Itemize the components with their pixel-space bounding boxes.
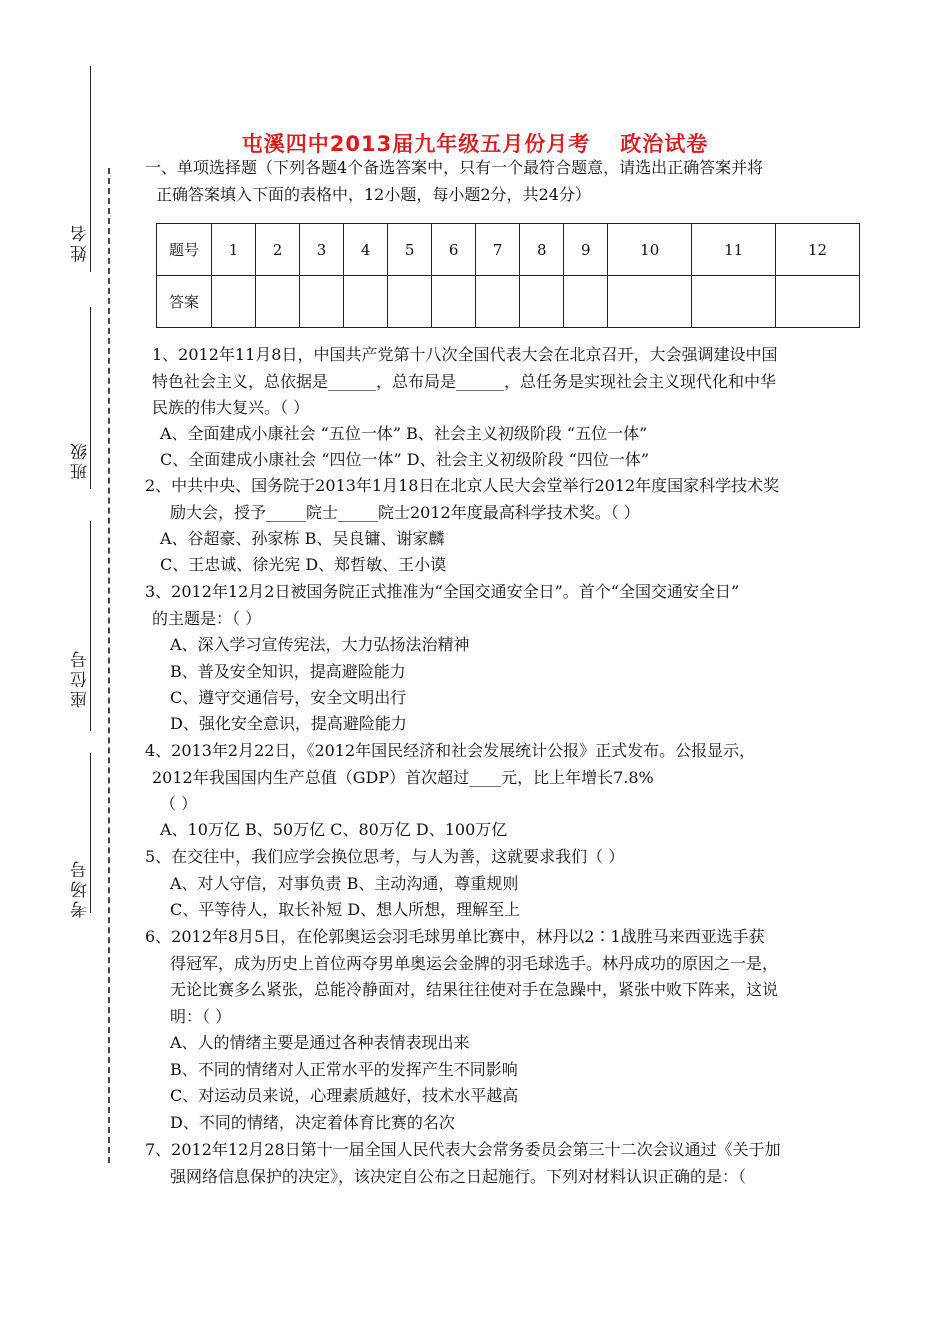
table-cell: 9 bbox=[564, 224, 608, 276]
q3-option-d: D、强化安全意识，提高避险能力 bbox=[170, 714, 407, 733]
table-cell: 8 bbox=[520, 224, 564, 276]
q4-options: A、10万亿 B、50万亿 C、80万亿 D、100万亿 bbox=[160, 820, 508, 839]
answer-cell[interactable] bbox=[388, 276, 432, 328]
table-cell: 10 bbox=[608, 224, 692, 276]
title-subject: 政治试卷 bbox=[620, 132, 709, 156]
q1-stem-cont: 特色社会主义，总依据是______，总布局是______，总任务是实现社会主义现代化和中华 bbox=[152, 372, 777, 391]
table-cell: 5 bbox=[388, 224, 432, 276]
q2-stem-cont: 励大会，授予_____院士_____院士2012年度最高科学技术奖。（ ） bbox=[170, 503, 640, 522]
q2-options-cd: C、王忠诚、徐光宪 D、郑哲敏、王小谟 bbox=[160, 555, 447, 574]
q6-option-b: B、不同的情绪对人正常水平的发挥产生不同影响 bbox=[170, 1060, 518, 1079]
q2-options-ab: A、谷超豪、孙家栋 B、吴良镛、谢家麟 bbox=[160, 529, 445, 548]
q6-stem-cont: 得冠军，成为历史上首位两夺男单奥运会金牌的羽毛球选手。林丹成功的原因之一是， bbox=[170, 954, 779, 973]
q6-stem: 6、2012年8月5日，在伦郭奥运会羽毛球男单比赛中，林丹以2∶1战胜马来西亚选手获 bbox=[145, 927, 765, 946]
table-cell: 3 bbox=[300, 224, 344, 276]
answer-cell[interactable] bbox=[432, 276, 476, 328]
binding-margin bbox=[0, 0, 120, 1317]
q3-option-a: A、深入学习宣传宪法，大力弘扬法治精神 bbox=[170, 635, 470, 654]
q6-stem-cont: 明：（ ） bbox=[170, 1007, 232, 1026]
section-heading: 一、单项选择题（下列各题4个备选答案中，只有一个最符合题意，请选出正确答案并将 bbox=[145, 158, 764, 177]
cut-line bbox=[108, 168, 110, 1163]
q6-option-a: A、人的情绪主要是通过各种表情表现出来 bbox=[170, 1033, 470, 1052]
table-cell: 2 bbox=[256, 224, 300, 276]
q4-stem-cont: 2012年我国国内生产总值（GDP）首次超过____元，比上年增长7.8% bbox=[152, 768, 654, 787]
table-cell: 1 bbox=[212, 224, 256, 276]
title-main: 屯溪四中2013届九年级五月份月考 bbox=[241, 132, 591, 156]
q7-stem: 7、2012年12月28日第十一届全国人民代表大会常务委员会第三十二次会议通过《关于加 bbox=[145, 1140, 781, 1159]
name-label: 姓名 bbox=[71, 222, 91, 262]
q7-stem-cont: 强网络信息保护的决定》，该决定自公布之日起施行。下列对材料认识正确的是：（ bbox=[170, 1167, 747, 1186]
q1-stem-cont: 民族的伟大复兴。（ ） bbox=[152, 398, 310, 417]
answer-cell[interactable] bbox=[256, 276, 300, 328]
section-heading-cont: 正确答案填入下面的表格中，12小题，每小题2分，共24分） bbox=[156, 185, 591, 204]
q6-stem-cont: 无论比赛多么紧张，总能冷静面对，结果往往使对手在急躁中，紧张中败下阵来，这说 bbox=[170, 980, 779, 999]
seat-label: 座位号 bbox=[71, 648, 91, 708]
q3-stem-cont: 的主题是：（ ） bbox=[152, 609, 262, 628]
q6-option-c: C、对运动员来说，心理素质越好，技术水平越高 bbox=[170, 1086, 519, 1105]
q3-option-c: C、遵守交通信号，安全文明出行 bbox=[170, 688, 407, 707]
table-cell: 7 bbox=[476, 224, 520, 276]
page-title bbox=[0, 128, 950, 158]
q3-option-b: B、普及安全知识，提高避险能力 bbox=[170, 662, 406, 681]
answer-cell[interactable] bbox=[564, 276, 608, 328]
q2-stem: 2、中共中央、国务院于2013年1月18日在北京人民大会堂举行2012年度国家科学技术奖 bbox=[145, 476, 780, 495]
answer-cell[interactable] bbox=[776, 276, 860, 328]
q1-stem: 1、2012年11月8日，中国共产党第十八次全国代表大会在北京召开，大会强调建设中国 bbox=[152, 345, 778, 364]
answer-cell[interactable] bbox=[344, 276, 388, 328]
table-cell: 6 bbox=[432, 224, 476, 276]
answer-cell[interactable] bbox=[300, 276, 344, 328]
q5-stem: 5、在交往中，我们应学会换位思考，与人为善，这就要求我们（ ） bbox=[145, 847, 625, 866]
answer-cell[interactable] bbox=[608, 276, 692, 328]
table-row bbox=[157, 276, 860, 328]
table-cell: 11 bbox=[692, 224, 776, 276]
q1-options-ab: A、全面建成小康社会 “五位一体” B、社会主义初级阶段 “五位一体” bbox=[160, 424, 648, 443]
table-row bbox=[157, 224, 860, 276]
table-header-question-no: 题号 bbox=[157, 224, 212, 276]
table-cell: 4 bbox=[344, 224, 388, 276]
exam-room-label: 考场号 bbox=[71, 858, 91, 918]
answer-cell[interactable] bbox=[212, 276, 256, 328]
table-header-answer: 答案 bbox=[157, 276, 212, 328]
q6-option-d: D、不同的情绪，决定着体育比赛的名次 bbox=[170, 1113, 455, 1132]
q1-options-cd: C、全面建成小康社会 “四位一体” D、社会主义初级阶段 “四位一体” bbox=[160, 450, 650, 469]
q4-stem-cont: （ ） bbox=[160, 794, 198, 813]
q4-stem: 4、2013年2月22日，《2012年国民经济和社会发展统计公报》正式发布。公报显示， bbox=[145, 741, 756, 760]
answer-table bbox=[156, 223, 860, 328]
q5-options-cd: C、平等待人，取长补短 D、想人所想，理解至上 bbox=[170, 900, 521, 919]
class-label: 班级 bbox=[71, 440, 91, 480]
answer-cell[interactable] bbox=[520, 276, 564, 328]
answer-cell[interactable] bbox=[692, 276, 776, 328]
q3-stem: 3、2012年12月2日被国务院正式推准为“全国交通安全日”。首个“全国交通安全日” bbox=[145, 582, 740, 601]
q5-options-ab: A、对人守信，对事负责 B、主动沟通，尊重规则 bbox=[170, 874, 519, 893]
table-cell: 12 bbox=[776, 224, 860, 276]
answer-cell[interactable] bbox=[476, 276, 520, 328]
